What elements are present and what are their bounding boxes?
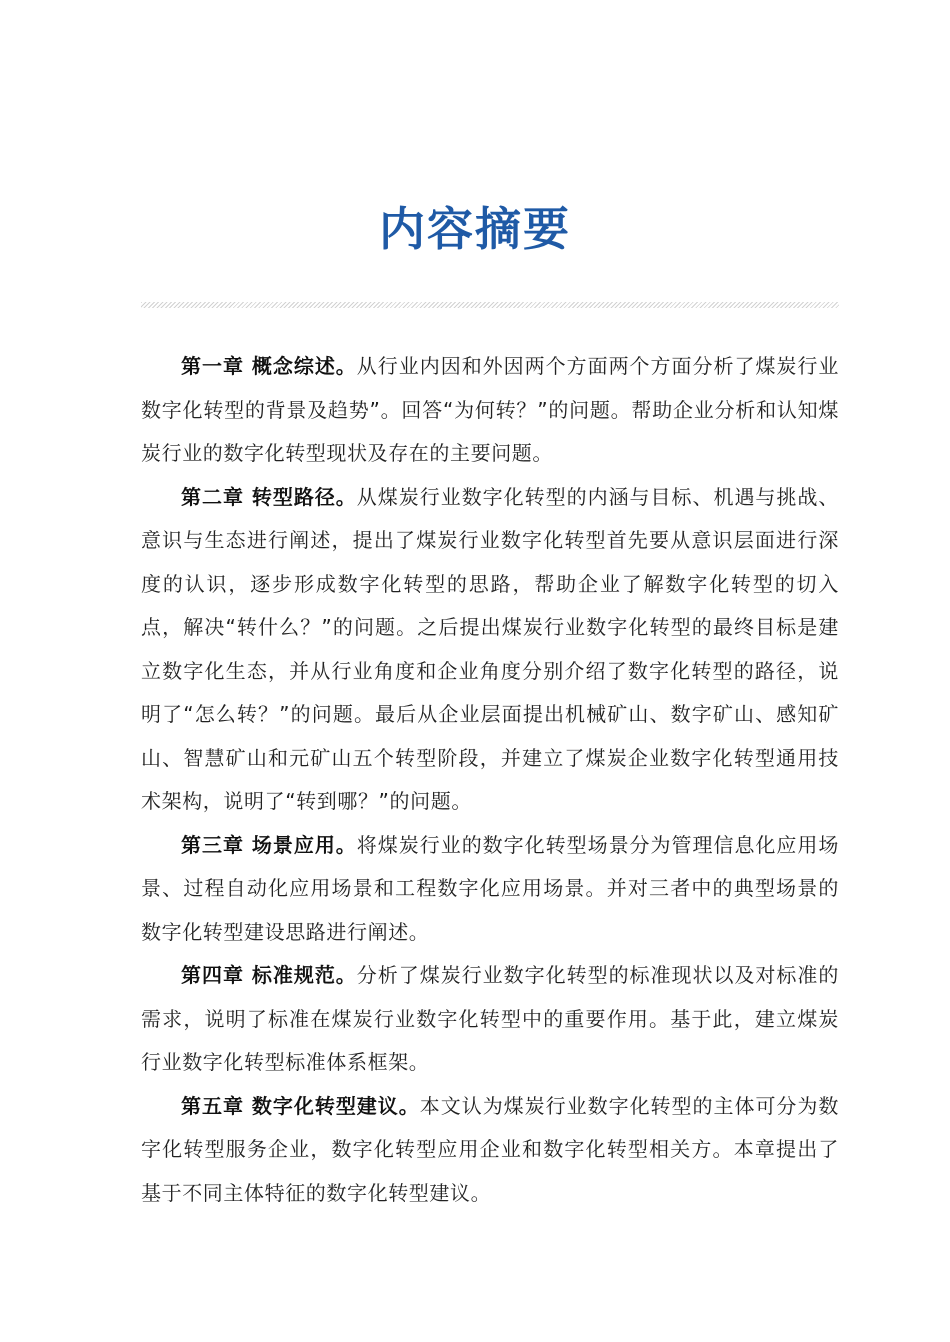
summary-content xyxy=(141,345,839,1215)
chapter-4-text: 分析了煤炭行业数字化转型的标准现状以及对标准的需求，说明了标准在煤炭行业数字化转型中的重要作用。基于此，建立煤炭行业数字化转型标准体系框架。 xyxy=(141,963,839,1074)
chapter-1-text: 从行业内因和外因两个方面两个方面分析了煤炭行业数字化转型的背景及趋势”。回答“为何转？”的问题。帮助企业分析和认知煤炭行业的数字化转型现状及存在的主要问题。 xyxy=(141,354,839,465)
chapter-2-heading: 第二章 转型路径。 xyxy=(181,484,357,509)
chapter-4-summary xyxy=(141,954,839,1085)
chapter-2-text: 从煤炭行业数字化转型的内涵与目标、机遇与挑战、意识与生态进行阐述，提出了煤炭行业数字化转型首先要从意识层面进行深度的认识，逐步形成数字化转型的思路，帮助企业了解数字化转型的切入点，解决“转什么？”的问题。之后提出煤炭行业数字化转型的最终目标是建立数字化生态，并从行业角度和企业角度分别介绍了数字化转型的路径，说明了“怎么转？”的问题。最后从企业层面提出机械矿山、数字矿山、感知矿山、智慧矿山和元矿山五个转型阶段，并建立了煤炭企业数字化转型通用技术架构，说明了“转到哪？”的问题。 xyxy=(141,484,839,813)
chapter-5-heading: 第五章 数字化转型建议。 xyxy=(181,1093,420,1118)
title-divider xyxy=(141,302,839,308)
chapter-3-heading: 第三章 场景应用。 xyxy=(181,832,357,857)
chapter-2-summary xyxy=(141,476,839,824)
chapter-3-text: 将煤炭行业的数字化转型场景分为管理信息化应用场景、过程自动化应用场景和工程数字化应用场景。并对三者中的典型场景的数字化转型建设思路进行阐述。 xyxy=(141,832,839,944)
chapter-3-summary xyxy=(141,824,839,955)
chapter-5-text: 本文认为煤炭行业数字化转型的主体可分为数字化转型服务企业，数字化转型应用企业和数字化转型相关方。本章提出了基于不同主体特征的数字化转型建议。 xyxy=(141,1093,839,1205)
chapter-5-summary xyxy=(141,1085,839,1216)
chapter-1-heading: 第一章 概念综述。 xyxy=(181,354,357,378)
chapter-1-summary xyxy=(141,345,839,476)
page-title: 内容摘要 xyxy=(379,202,571,256)
chapter-4-heading: 第四章 标准规范。 xyxy=(181,963,357,987)
